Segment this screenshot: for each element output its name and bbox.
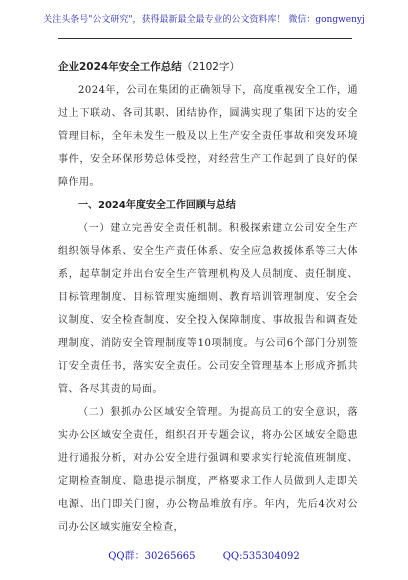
document-body (58, 56, 358, 539)
footer-qq: QQ:535304092 (222, 551, 300, 562)
header-banner-link[interactable]: 关注头条号"公文研究"，获得最新最全最专业的公文资料库！ 微信：gongwenyj (43, 15, 365, 25)
paragraph-office-safety: （二）狠抓办公区域安全管理。为提高员工的安全意识，落实办公区域安全责任，组织召开专题会议，将办公区域安全隐患进行通报分析，对办公安全进行强调和要求实行轮流值班制度、定期检查制度、隐患提示制度，严格要求工作人员做到人走即关电源、出门即关门窗，办公物品堆放有序。年内，先后4次对公司办公区域实施安全检查， (58, 407, 358, 533)
header-divider (58, 38, 352, 39)
title-text: 企业2024年安全工作总结 (58, 61, 182, 73)
document-title (58, 56, 358, 79)
word-count: （2102字） (181, 61, 240, 73)
section-heading: 一、2024年度安全工作回顾与总结 (78, 200, 236, 211)
footer-qq-group: QQ群：30265665 (108, 551, 196, 562)
footer-contact (0, 547, 408, 562)
intro-paragraph: 2024年，公司在集团的正确领导下，高度重视安全工作，通过上下联动、各司其职、团结协作，圆满实现了集团下达的安全管理目标，全年未发生一般及以上生产安全责任事故和突发环境事件，安全环保形势总体受控，对经营生产工作起到了良好的保障作用。 (58, 85, 358, 188)
paragraph-responsibility: （一）建立完善安全责任机制。积极探索建立公司安全生产组织领导体系、安全生产责任体系、安全应急救援体系等三大体系，起草制定并出台安全生产管理机构及人员制度、责任制度、目标管理制度、目标管理实施细则、教育培训管理制度、安全会议制度、安全检查制度、安全投入保障制度、事故报告和调查处理制度、消防安全管理制度等10项制度。与公司6个部门分别签订安全责任书，落实安全责任。公司安全管理基本上形成齐抓共管、各尽其责的局面。 (58, 223, 358, 395)
